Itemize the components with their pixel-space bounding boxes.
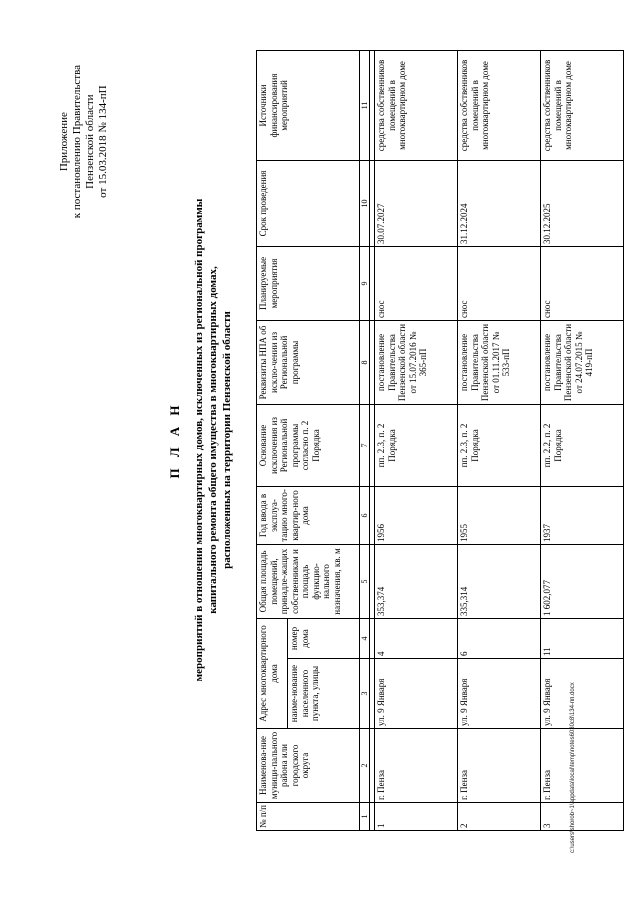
cell-planned: снос [375, 246, 458, 320]
column-number: 8 [360, 320, 370, 404]
cell-num: 3 [541, 803, 624, 831]
cell-basis: пп. 2.2, п. 2 Порядка [541, 404, 624, 486]
header-area: Общая площадь помещений, принадле-жащих собственникам и площадь функцио-нального назначения, кв. м [257, 544, 360, 618]
title-line: расположенных на территории Пензенской области [221, 311, 233, 569]
header-year: Год ввода в эксплуа-тацию много-квартир-ного дома [257, 486, 360, 544]
cell-year: 1937 [541, 486, 624, 544]
cell-municipality: г. Пенза [541, 729, 624, 803]
cell-area: 1 602,077 [541, 544, 624, 618]
header-address-locality: наиме-нование населенного пункта, улицы [288, 659, 360, 729]
table-row [458, 50, 541, 830]
column-number: 4 [360, 618, 370, 658]
plan-table [256, 50, 624, 831]
cell-municipality: г. Пенза [375, 729, 458, 803]
cell-municipality: г. Пенза [458, 729, 541, 803]
plan-heading: П Л А Н [167, 401, 182, 479]
column-numbers-row [360, 50, 370, 830]
cell-basis: пп. 2.3, п. 2 Порядка [375, 404, 458, 486]
column-number: 1 [360, 803, 370, 831]
header-planned: Планируемые мероприятия [257, 246, 360, 320]
cell-planned: снос [458, 246, 541, 320]
table-row [375, 50, 458, 830]
cell-year: 1956 [375, 486, 458, 544]
document-title [168, 25, 234, 855]
header-num: № п/п [257, 803, 360, 831]
rotated-page [50, 25, 594, 855]
cell-num: 1 [375, 803, 458, 831]
header-sources: Источники финансирования мероприятий [257, 50, 360, 160]
cell-street: ул. 9 Января [541, 659, 624, 729]
cell-house: 4 [375, 618, 458, 658]
title-line: мероприятий в отношении многоквартирных домов, исключенных из региональной программы [193, 198, 205, 682]
column-number: 7 [360, 404, 370, 486]
cell-npa: постановление Правительства Пензенской области от 01.11.2017 № 533-пП [458, 320, 541, 404]
cell-street: ул. 9 Января [375, 659, 458, 729]
header-municipality: Наименова-ние муници-пального района или городского округа [257, 729, 360, 803]
cell-term: 30.07.2027 [375, 160, 458, 246]
column-number: 5 [360, 544, 370, 618]
header-address: Адрес многоквартирного дома [257, 618, 288, 728]
appendix-line: Приложение [58, 112, 70, 172]
cell-basis: пп. 2.3, п. 2 Порядка [458, 404, 541, 486]
cell-sources: средства собственников помещений в многоквартирном доме [458, 50, 541, 160]
appendix-line: от 15.03.2018 № 134-пП [97, 85, 109, 198]
cell-npa: постановление Правительства Пензенской области от 24.07.2015 № 419-пП [541, 320, 624, 404]
cell-street: ул. 9 Января [458, 659, 541, 729]
column-number: 3 [360, 659, 370, 729]
cell-num: 2 [458, 803, 541, 831]
cell-area: 353,374 [375, 544, 458, 618]
column-number: 9 [360, 246, 370, 320]
column-number: 2 [360, 729, 370, 803]
title-line: капитального ремонта общего имущества в многоквартирных домах, [207, 266, 219, 614]
header-npa: Реквизиты НПА об исклю-чении из Региональной программы [257, 320, 360, 404]
cell-sources: средства собственников помещений в многоквартирном доме [541, 50, 624, 160]
appendix-block [58, 65, 110, 218]
cell-house: 11 [541, 618, 624, 658]
column-number: 6 [360, 486, 370, 544]
cell-house: 6 [458, 618, 541, 658]
cell-npa: постановление Правительства Пензенской области от 15.07.2016 № 365-пП [375, 320, 458, 404]
cell-sources: средства собственников помещений в многоквартирном доме [375, 50, 458, 160]
column-number: 11 [360, 50, 370, 160]
cell-year: 1955 [458, 486, 541, 544]
header-address-house: номер дома [288, 618, 360, 658]
cell-planned: снос [541, 246, 624, 320]
table-row [541, 50, 624, 830]
header-term: Срок проведения [257, 160, 360, 246]
column-number: 10 [360, 160, 370, 246]
header-basis: Основание исключения из Региональной программы согласно п. 2 Порядка [257, 404, 360, 486]
table-header-row [257, 50, 288, 830]
appendix-line: к постановлению Правительства [71, 65, 83, 219]
appendix-line: Пензенской области [84, 94, 96, 189]
cell-term: 30.12.2025 [541, 160, 624, 246]
cell-area: 335,314 [458, 544, 541, 618]
file-path-footer: c:\users\shorob~1\appdata\local\temp\notes6030c8\134-пп.docx [570, 682, 576, 853]
cell-term: 31.12.2024 [458, 160, 541, 246]
